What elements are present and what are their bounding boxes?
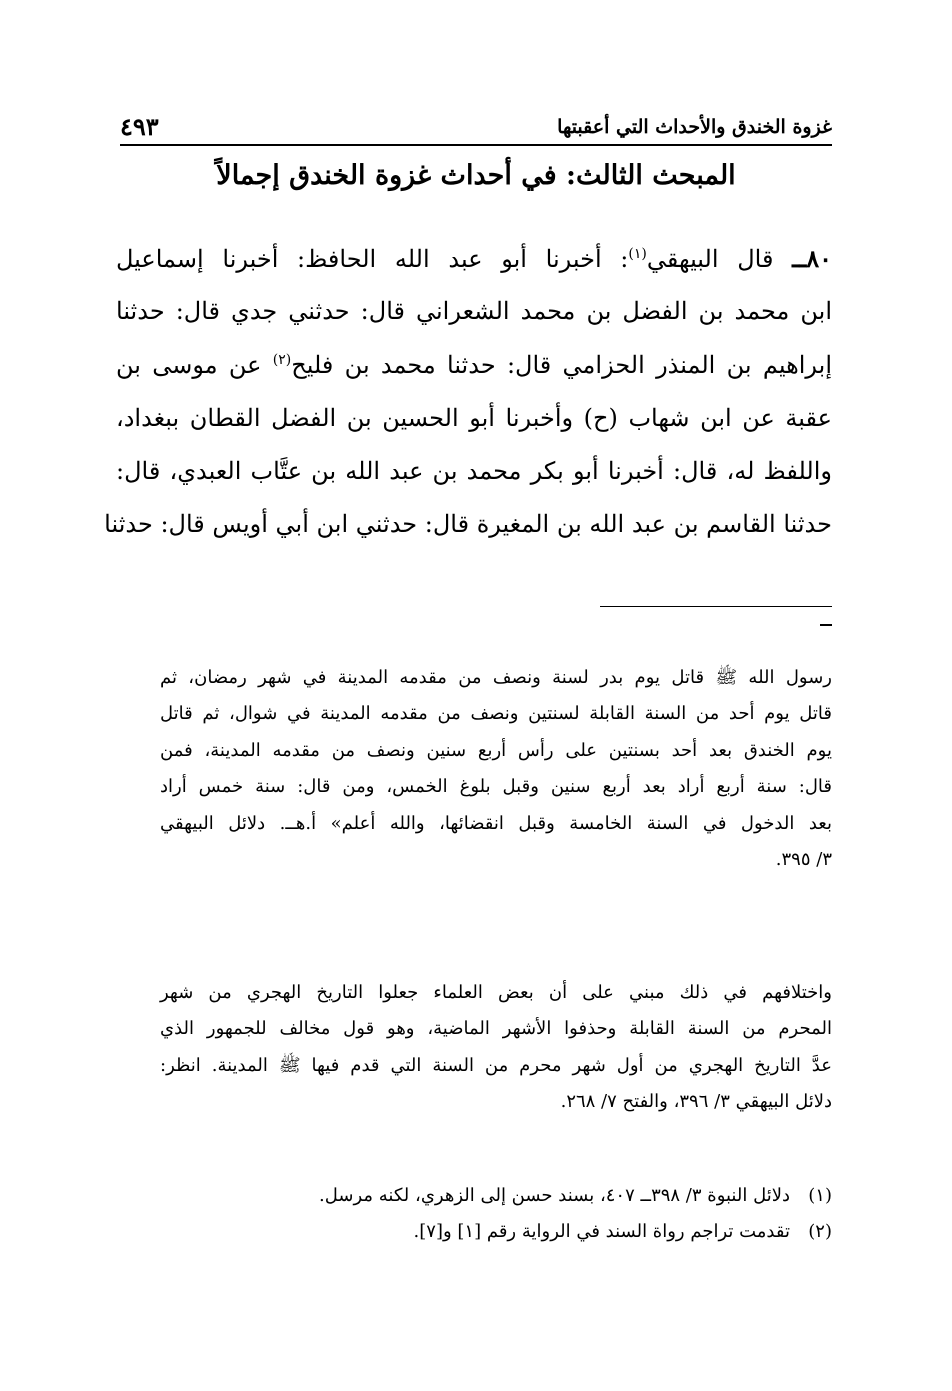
footnote-continuation-line: قاتل يوم أحد من السنة القابلة لسنتين ونصف من مقدمه المدينة في شوال، ثم قاتل (160, 703, 832, 725)
page-number: ٤٩٣ (120, 112, 159, 141)
footnote-2 (160, 1214, 832, 1250)
footnote-separator (600, 606, 832, 607)
footnote-continuation-line: يوم الخندق بعد أحد بسنتين على رأس أربع سنين ونصف من مقدمه المدينة، فمن (160, 739, 832, 761)
main-text-line-3-b: عن موسى بن (116, 350, 273, 379)
footnote-continuation-paragraph (160, 975, 832, 1121)
footnote-continuation-line: قال: سنة أربع أراد بعد أربع سنين وقبل بلوغ الخمس، ومن قال: سنة خمس أراد (160, 776, 832, 798)
main-text-line-1 (116, 232, 832, 285)
section-title: المبحث الثالث: في أحداث غزوة الخندق إجمالاً (216, 160, 736, 191)
main-text-line-1-b: : أخبرنا أبو عبد الله الحافظ: أخبرنا إسماعيل (116, 245, 629, 273)
main-text-line-4: عقبة عن ابن شهاب (ح) وأخبرنا أبو الحسين بن الفضل القطان ببغداد، (116, 403, 832, 432)
footnotes (160, 1178, 832, 1250)
footnote-marker: (١) (808, 1185, 832, 1206)
main-text-line-3 (116, 339, 832, 392)
footnote-continuation-line: بعد الدخول في السنة الخامسة وقبل انقضائها، والله أعلم» أ.هــ. دلائل البيهقي (160, 812, 832, 834)
footnote-continuation-line: رسول الله ﷺ قاتل يوم بدر لسنة ونصف من مقدمه المدينة في شهر رمضان، ثم (160, 667, 832, 688)
footnote-ref-1: (١) (628, 246, 647, 262)
running-header (120, 112, 832, 146)
hadith-number: ٨٠ــ (792, 244, 832, 273)
footnote-continuation-line: المحرم من السنة القابلة وحذفوا الأشهر الماضية، وهو قول مخالف للجمهور الذي (160, 1018, 832, 1040)
main-text-line-6: حدثنا القاسم بن عبد الله بن المغيرة قال: حدثني ابن أبي أويس قال: حدثنا (104, 510, 832, 539)
main-text-line-1-a: قال البيهقي (646, 245, 774, 273)
footnote-continuation-line: دلائل البيهقي ٣/ ٣٩٦، والفتح ٧/ ٢٦٨. (560, 1091, 832, 1113)
main-text-line-3-a: إبراهيم بن المنذر الحزامي قال: حدثنا محمد بن فليح (291, 350, 832, 379)
footnote-text: تقدمت تراجم رواة السند في الرواية رقم [١] و[٧]. (413, 1221, 790, 1242)
footnote-continuation-line: واختلافهم في ذلك مبني على أن بعض العلماء جعلوا التاريخ الهجري من شهر (160, 982, 832, 1003)
footnote-marker: (٢) (808, 1221, 832, 1242)
footnote-continuation (160, 660, 832, 878)
footnote-1 (160, 1178, 832, 1214)
main-text-line-5: واللفظ له، قال: أخبرنا أبو بكر محمد بن عبد الله بن عتَّاب العبدي، قال: (116, 457, 832, 486)
footnote-text: دلائل النبوة ٣/ ٣٩٨ــ ٤٠٧، بسند حسن إلى الزهري، لكنه مرسل. (319, 1185, 790, 1206)
footnote-continuation-mark (820, 624, 832, 626)
footnote-continuation-line: ٣/ ٣٩٥. (775, 848, 832, 870)
main-text (104, 232, 833, 552)
footnote-ref-2: (٢) (272, 351, 292, 368)
footnote-continuation-line: عدَّ التاريخ الهجري من أول شهر محرم من السنة التي قدم فيها ﷺ المدينة. انظر: (160, 1054, 832, 1076)
main-text-line-2: ابن محمد بن الفضل بن محمد الشعراني قال: حدثني جدي قال: حدثنا (116, 297, 833, 326)
running-title: غزوة الخندق والأحداث التي أعقبتها (557, 116, 832, 138)
